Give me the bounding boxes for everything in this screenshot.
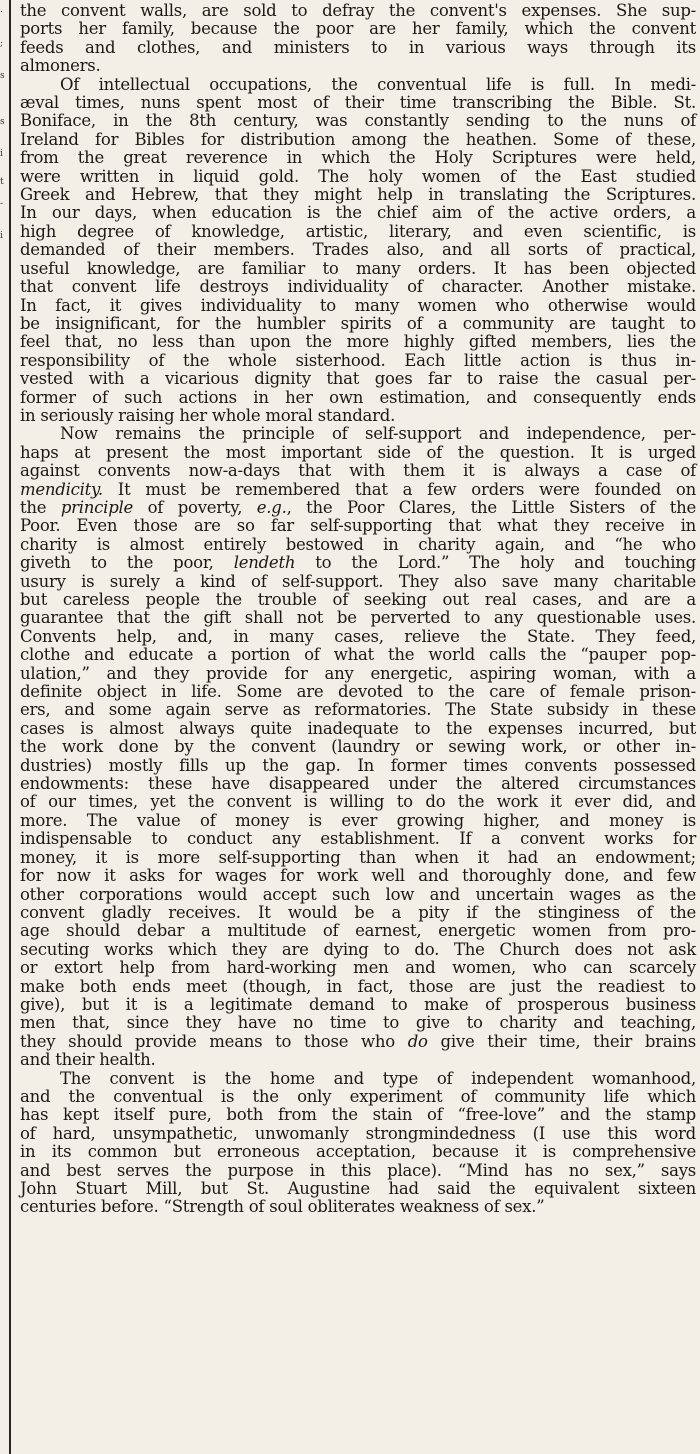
text-segment: usury is surely a kind of self-support. They also save many charitable: [20, 571, 696, 591]
text-line: [20, 260, 696, 278]
text-segment: from the great reverence in which the Holy Scriptures were held,: [20, 148, 696, 168]
italic-text: lendeth: [233, 553, 296, 573]
text-segment: men that, since they have no time to give to charity and teaching,: [20, 1013, 696, 1033]
text-line: [20, 904, 696, 922]
text-segment: give), but it is a legitimate demand to make of prosperous business: [20, 994, 696, 1014]
text-line: [20, 499, 696, 517]
text-segment: definite object in life. Some are devoted to the care of female prison-: [20, 682, 696, 702]
text-segment: In fact, it gives individuality to many women who otherwise would: [20, 295, 696, 315]
text-line: [20, 2, 696, 20]
text-segment: The convent is the home and type of independent womanhood,: [60, 1068, 696, 1088]
text-line: [20, 39, 696, 57]
text-line: [20, 1014, 696, 1032]
text-line: [20, 1088, 696, 1106]
text-line: [20, 370, 696, 388]
text-segment: cases is almost always quite inadequate to the expenses incurred, but: [20, 718, 696, 738]
text-segment: give their time, their brains: [427, 1031, 697, 1051]
text-segment: responsibility of the whole sisterhood. Each little action is thus in-: [20, 350, 696, 370]
text-line: [20, 720, 696, 738]
text-segment: former of such actions in her own estimation, and consequently ends: [20, 387, 696, 407]
text-line: [20, 941, 696, 959]
text-line: [20, 20, 696, 38]
text-segment: and their health.: [20, 1050, 156, 1070]
text-line: [20, 1051, 696, 1069]
text-segment: John Stuart Mill, but St. Augustine had said the equivalent sixteen: [20, 1179, 696, 1198]
text-segment: ports her family, because the poor are her family, which the convent: [20, 19, 696, 39]
text-segment: other corporations would accept such low and uncertain wages as the: [20, 884, 696, 904]
text-segment: convent gladly receives. It would be a pity if the stinginess of the: [20, 902, 696, 922]
text-segment: useful knowledge, are familiar to many orders. It has been objected: [20, 258, 696, 278]
text-segment: and best serves the purpose in this place). “Mind has no sex,” says: [20, 1160, 696, 1180]
text-line: [20, 1106, 696, 1124]
text-segment: has kept itself pure, both from the stain of “free-love” and the stamp: [20, 1105, 696, 1125]
text-segment: indispensable to conduct any establishment. If a convent works for: [20, 829, 696, 849]
text-segment: haps at present the most important side of the question. It is urged: [20, 442, 696, 462]
text-segment: high degree of knowledge, artistic, literary, and even scientific, is: [20, 221, 696, 241]
text-segment: In our days, when education is the chief aim of the active orders, a: [20, 203, 696, 223]
text-segment: be insignificant, for the humbler spirits of a community are taught to: [20, 313, 696, 333]
text-segment: Poor. Even those are so far self-supporting that what they receive in: [20, 516, 696, 536]
paragraph: [20, 425, 696, 1069]
text-line: [20, 812, 696, 830]
text-segment: vested with a vicarious dignity that goes far to raise the casual per-: [20, 369, 696, 389]
text-line: [20, 1143, 696, 1161]
text-line: [20, 297, 696, 315]
text-line: [20, 131, 696, 149]
gutter-mark: ;: [0, 39, 4, 49]
text-line: [20, 57, 696, 75]
text-line: [20, 389, 696, 407]
text-line: [20, 554, 696, 572]
text-line: [20, 665, 696, 683]
italic-text: mendicity.: [20, 479, 103, 499]
text-line: [20, 867, 696, 885]
text-line: [20, 738, 696, 756]
text-line: [20, 683, 696, 701]
text-line: [20, 959, 696, 977]
text-line: [20, 573, 696, 591]
text-segment: feeds and clothes, and ministers to in various ways through its: [20, 37, 696, 57]
text-line: [20, 1033, 696, 1051]
text-segment: the: [20, 497, 61, 517]
text-segment: of our times, yet the convent is willing to do the work it ever did, and: [20, 792, 696, 812]
text-line: [20, 591, 696, 609]
text-line: [20, 149, 696, 167]
text-segment: they should provide means to those who: [20, 1031, 408, 1051]
text-line: [20, 204, 696, 222]
text-line: [20, 757, 696, 775]
text-line: [20, 76, 696, 94]
text-line: [20, 1180, 696, 1198]
text-line: [20, 168, 696, 186]
text-line: [20, 112, 696, 130]
text-line: [20, 1070, 696, 1088]
paragraph: [20, 2, 696, 76]
text-segment: money, it is more self-supporting than when it had an endowment;: [20, 847, 696, 867]
text-line: [20, 701, 696, 719]
text-segment: ulation,” and they provide for any energetic, aspiring woman, with a: [20, 663, 696, 683]
text-segment: Greek and Hebrew, that they might help in translating the Scriptures.: [20, 185, 696, 205]
text-segment: centuries before. “Strength of soul obliterates weakness of sex.”: [20, 1197, 545, 1217]
text-line: [20, 444, 696, 462]
gutter-mark: -: [0, 199, 4, 209]
text-segment: almoners.: [20, 56, 101, 76]
text-segment: guarantee that the gift shall not be perverted to any questionable uses.: [20, 608, 696, 628]
gutter-mark: s: [0, 71, 5, 81]
gutter-mark: t: [0, 177, 4, 187]
text-segment: make both ends meet (though, in fact, those are just the readiest to: [20, 976, 696, 996]
text-line: [20, 425, 696, 443]
text-line: [20, 609, 696, 627]
text-segment: of poverty,: [133, 497, 257, 517]
text-line: [20, 481, 696, 499]
text-line: [20, 517, 696, 535]
text-segment: æval times, nuns spent most of their time transcribing the Bible. St.: [20, 93, 696, 113]
text-line: [20, 1125, 696, 1143]
text-line: [20, 94, 696, 112]
text-line: [20, 278, 696, 296]
text-segment: for now it asks for wages for work well and thoroughly done, and few: [20, 866, 696, 886]
text-line: [20, 186, 696, 204]
text-line: [20, 536, 696, 554]
article-body: [20, 2, 696, 1217]
column-rule: [9, 0, 11, 1454]
text-segment: that convent life destroys individuality of character. Another mistake.: [20, 277, 696, 297]
text-line: [20, 922, 696, 940]
text-segment: the work done by the convent (laundry or sewing work, or other in-: [20, 737, 696, 757]
text-segment: but careless people the trouble of seeking out real cases, and are a: [20, 590, 696, 609]
text-line: [20, 628, 696, 646]
text-line: [20, 886, 696, 904]
text-segment: Now remains the principle of self-support and independence, per-: [60, 424, 696, 444]
text-segment: dustries) mostly fills up the gap. In former times convents possessed: [20, 755, 696, 775]
text-segment: Boniface, in the 8th century, was constantly sending to the nuns of: [20, 111, 696, 131]
text-line: [20, 849, 696, 867]
text-line: [20, 1162, 696, 1180]
text-segment: and the conventual is the only experiment of community life which: [20, 1086, 696, 1106]
text-segment: giveth to the poor,: [20, 553, 234, 573]
gutter-mark: .: [0, 5, 3, 15]
text-segment: were written in liquid gold. The holy women of the East studied: [20, 166, 696, 186]
text-line: [20, 352, 696, 370]
gutter-mark: i: [0, 231, 3, 241]
paragraph: [20, 76, 696, 426]
text-line: [20, 241, 696, 259]
italic-text: e.g.: [256, 497, 287, 517]
text-segment: of hard, unsympathetic, unwomanly strongmindedness (I use this word: [20, 1123, 696, 1143]
text-line: [20, 775, 696, 793]
text-segment: It must be remembered that a few orders were founded on: [102, 479, 696, 499]
text-segment: clothe and educate a portion of what the world calls the “pauper pop-: [20, 645, 696, 665]
gutter-mark: s: [0, 117, 5, 127]
text-line: [20, 996, 696, 1014]
italic-text: do: [407, 1031, 428, 1051]
text-line: [20, 333, 696, 351]
text-line: [20, 315, 696, 333]
text-segment: the convent walls, are sold to defray the convent's expenses. She sup-: [20, 1, 696, 20]
text-segment: Ireland for Bibles for distribution among the heathen. Some of these,: [20, 129, 696, 149]
text-line: [20, 407, 696, 425]
gutter-mark: i: [0, 149, 3, 159]
text-segment: , the Poor Clares, the Little Sisters of the: [286, 497, 696, 517]
text-segment: in seriously raising her whole moral standard.: [20, 405, 396, 425]
text-segment: against convents now-a-days that with them it is always a case of: [20, 461, 696, 481]
text-segment: endowments: these have disappeared under the altered circumstances: [20, 774, 696, 794]
text-segment: feel that, no less than upon the more highly gifted members, lies the: [20, 332, 696, 352]
text-segment: demanded of their members. Trades also, and all sorts of practical,: [20, 240, 696, 260]
text-segment: charity is almost entirely bestowed in charity again, and “he who: [20, 534, 696, 554]
text-line: [20, 646, 696, 664]
paragraph: [20, 1070, 696, 1217]
text-line: [20, 830, 696, 848]
italic-text: principle: [60, 497, 134, 517]
text-segment: or extort help from hard-working men and women, who can scarcely: [20, 958, 696, 978]
text-line: [20, 1198, 696, 1216]
text-segment: secuting works which they are dying to do. The Church does not ask: [20, 939, 696, 959]
text-line: [20, 978, 696, 996]
text-line: [20, 793, 696, 811]
text-segment: in its common but erroneous acceptation, because it is comprehensive: [20, 1142, 696, 1162]
text-segment: more. The value of money is ever growing higher, and money is: [20, 810, 696, 830]
text-segment: to the Lord.” The holy and touching: [295, 553, 696, 573]
text-segment: age should debar a multitude of earnest, energetic women from pro-: [20, 921, 696, 941]
text-segment: Convents help, and, in many cases, relieve the State. They feed,: [20, 626, 696, 646]
left-column-gutter: [0, 0, 14, 1454]
text-line: [20, 462, 696, 480]
text-segment: Of intellectual occupations, the conventual life is full. In medi-: [60, 74, 696, 94]
text-line: [20, 223, 696, 241]
text-segment: ers, and some again serve as reformatories. The State subsidy in these: [20, 700, 696, 720]
